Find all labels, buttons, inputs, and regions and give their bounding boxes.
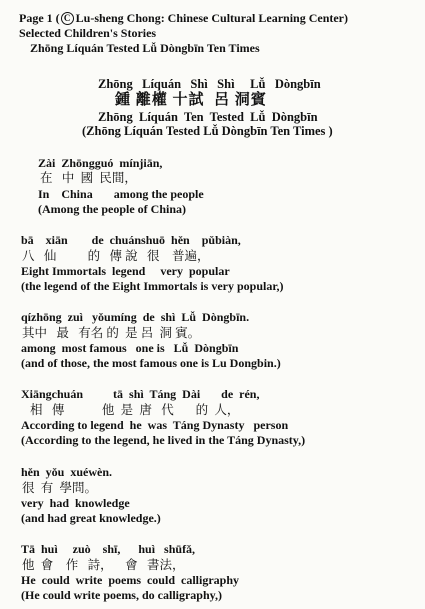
center-name: Lu-sheng Chong: Chinese Cultural Learning Center)	[75, 11, 349, 25]
stanza-5-gloss: very had knowledge	[21, 496, 130, 510]
title-chinese: 鍾 離權 十試 呂 洞賓	[115, 92, 267, 108]
stanza-2-translation: (the legend of the Eight Immortals is very popular,)	[21, 279, 284, 293]
stanza-1-gloss: In China among the people	[38, 187, 204, 201]
stanza-4-translation: (According to the legend, he lived in the Táng Dynasty,)	[21, 433, 306, 447]
stanza-3-translation: (and of those, the most famous one is Lu Dongbin.)	[21, 356, 281, 370]
stanza-5-chinese: 很 有 學問。	[22, 481, 98, 495]
page-label: Page 1 (	[19, 11, 60, 25]
stanza-5-pinyin: hěn yǒu xuéwèn.	[21, 465, 113, 479]
title-translation: (Zhōng Líquán Tested Lǚ Dòngbīn Ten Times )	[82, 124, 333, 138]
stanza-6-gloss: He could write poems could calligraphy	[21, 573, 239, 587]
stanza-2-pinyin: bā xiān de chuánshuō hěn pǔbiàn,	[21, 233, 241, 247]
title-pinyin: Zhōng Líquán Shì Shì Lǚ Dòngbīn	[98, 77, 321, 91]
stanza-4-chinese: 相 傳 他 是 唐 代 的 人，	[30, 403, 240, 417]
title-gloss: Zhōng Líquán Ten Tested Lǚ Dòngbīn	[98, 110, 318, 124]
stanza-5-translation: (and had great knowledge.)	[21, 511, 161, 525]
stanza-3-chinese: 其中 最 有名 的 是 呂 洞 賓。	[22, 326, 201, 340]
copyright-icon: C	[61, 12, 74, 25]
series-title: Selected Children's Stories	[19, 26, 157, 40]
stanza-1-translation: (Among the people of China)	[38, 202, 187, 216]
stanza-2-chinese: 八 仙 的 傳 說 很 普遍，	[22, 249, 210, 263]
stanza-6-pinyin: Tā huì zuò shī, huì shūfǎ,	[21, 542, 196, 556]
stanza-6-translation: (He could write poems, do calligraphy,)	[21, 588, 222, 602]
story-title: Zhōng Líquán Tested Lǚ Dòngbīn Ten Times	[30, 41, 260, 55]
stanza-4-pinyin: Xiāngchuán tā shì Táng Dài de rén,	[21, 387, 260, 401]
page-header-line	[19, 12, 348, 25]
stanza-3-gloss: among most famous one is Lǚ Dòngbīn	[21, 341, 239, 355]
stanza-1-pinyin: Zài Zhōngguó mínjiān,	[38, 156, 163, 170]
stanza-6-chinese: 他 會 作 詩， 會 書法，	[22, 558, 185, 572]
stanza-4-gloss: According to legend he was Táng Dynasty person	[21, 418, 289, 432]
stanza-3-pinyin: qízhōng zuì yǒumíng de shì Lǚ Dòngbīn.	[21, 310, 250, 324]
stanza-1-chinese: 在 中 國 民間，	[40, 171, 137, 185]
stanza-2-gloss: Eight Immortals legend very popular	[21, 264, 230, 278]
